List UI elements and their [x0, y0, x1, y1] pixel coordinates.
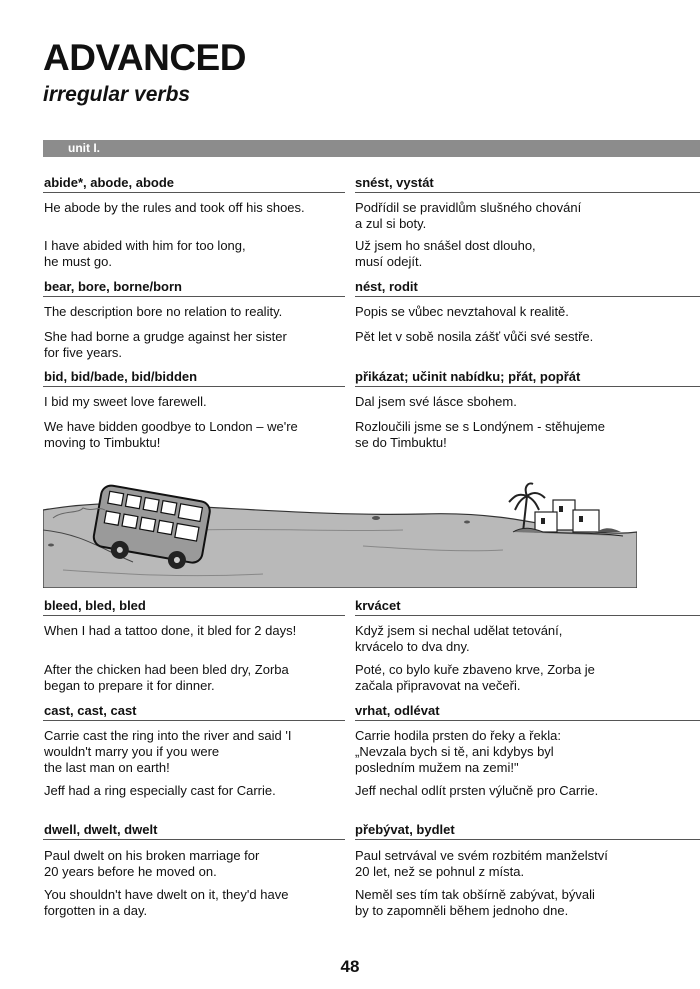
example-cz: Když jsem si nechal udělat tetování, krvácelo to dva dny.: [355, 623, 563, 654]
verb-forms: dwell, dwelt, dwelt: [44, 822, 158, 837]
verb-translation: vrhat, odlévat: [355, 703, 440, 718]
divider: [355, 386, 700, 387]
example-en: You shouldn't have dwelt on it, they'd have forgotten in a day.: [44, 887, 289, 918]
example-en: After the chicken had been bled dry, Zorba began to prepare it for dinner.: [44, 662, 289, 693]
divider: [355, 839, 700, 840]
example-cz: Rozloučili jsme se s Londýnem - stěhujeme se do Timbuktu!: [355, 419, 605, 450]
page-subtitle: irregular verbs: [43, 83, 191, 106]
verb-translation: snést, vystát: [355, 175, 434, 190]
divider: [355, 615, 700, 616]
divider: [43, 720, 345, 721]
verb-forms: bear, bore, borne/born: [44, 279, 182, 294]
bus-desert-illustration: [43, 470, 637, 588]
example-en: He abode by the rules and took off his shoes.: [44, 200, 305, 215]
example-en: Paul dwelt on his broken marriage for 20 years before he moved on.: [44, 848, 260, 879]
divider: [43, 615, 345, 616]
page-number: 48: [340, 957, 360, 976]
example-en: We have bidden goodbye to London – we're moving to Timbuktu!: [44, 419, 298, 450]
example-cz: Paul setrvával ve svém rozbitém manželství 20 let, než se pohnul z místa.: [355, 848, 608, 879]
example-en: When I had a tattoo done, it bled for 2 days!: [44, 623, 297, 638]
verb-forms: bid, bid/bade, bid/bidden: [44, 369, 198, 384]
example-cz: Pět let v sobě nosila zášť vůči své sestře.: [355, 329, 594, 344]
example-cz: Carrie hodila prsten do řeky a řekla: „Nevzala bych si tě, ani kdybys byl posledním mužem na zemi!": [355, 728, 561, 775]
divider: [43, 839, 345, 840]
divider: [43, 296, 345, 297]
example-cz: Popis se vůbec nevztahoval k realitě.: [355, 304, 569, 319]
verb-translation: přikázat; učinit nabídku; přát, popřát: [355, 369, 581, 384]
example-en: I bid my sweet love farewell.: [44, 394, 207, 409]
example-cz: Dal jsem své lásce sbohem.: [355, 394, 517, 409]
example-cz: Neměl ses tím tak obšírně zabývat, bývali by to zapomněli během jednoho dne.: [355, 887, 595, 918]
divider: [355, 296, 700, 297]
example-cz: Poté, co bylo kuře zbaveno krve, Zorba je začala připravovat na večeři.: [355, 662, 595, 693]
verb-translation: krvácet: [355, 598, 401, 613]
verb-forms: bleed, bled, bled: [44, 598, 146, 613]
example-cz: Podřídil se pravidlům slušného chování a zul si boty.: [355, 200, 582, 231]
unit-label: unit I.: [68, 141, 100, 155]
example-en: Jeff had a ring especially cast for Carrie.: [44, 783, 276, 798]
example-en: Carrie cast the ring into the river and said 'I wouldn't marry you if you were the last man on earth!: [44, 728, 292, 775]
divider: [43, 192, 345, 193]
divider: [355, 720, 700, 721]
example-en: The description bore no relation to reality.: [44, 304, 283, 319]
verb-forms: cast, cast, cast: [44, 703, 137, 718]
verb-forms: abide*, abode, abode: [44, 175, 175, 190]
example-en: She had borne a grudge against her sister for five years.: [44, 329, 287, 360]
page-title: ADVANCED: [43, 37, 246, 78]
divider: [355, 192, 700, 193]
example-cz: Už jsem ho snášel dost dlouho, musí odejít.: [355, 238, 536, 269]
verb-translation: přebývat, bydlet: [355, 822, 455, 837]
example-cz: Jeff nechal odlít prsten výlučně pro Carrie.: [355, 783, 599, 798]
example-en: I have abided with him for too long, he must go.: [44, 238, 246, 269]
verb-translation: nést, rodit: [355, 279, 418, 294]
divider: [43, 386, 345, 387]
